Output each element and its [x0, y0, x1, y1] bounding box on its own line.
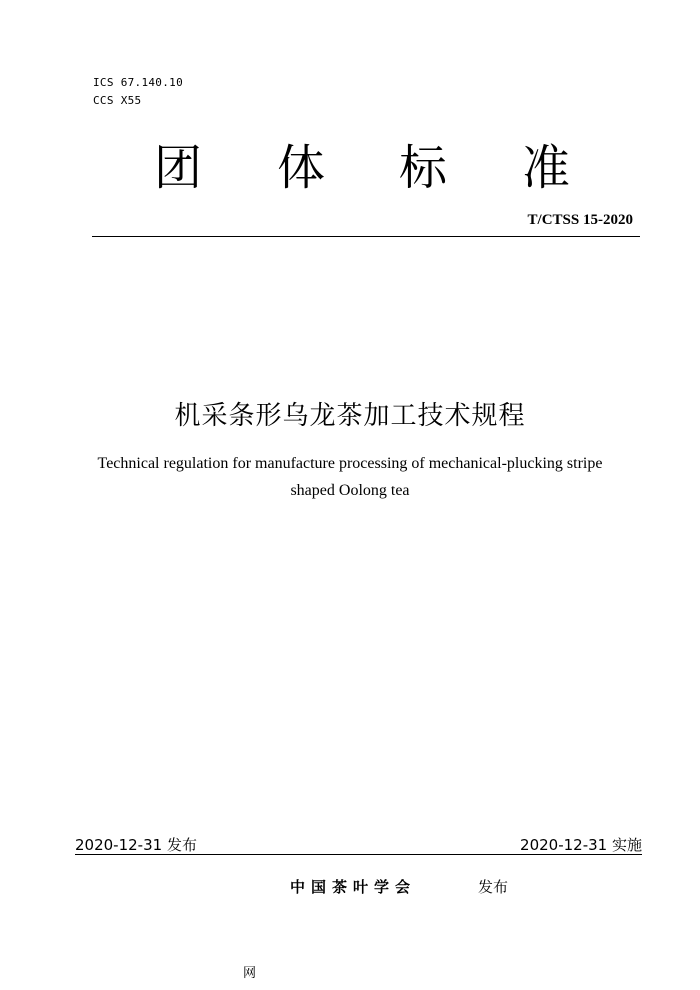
ccs-code: CCS X55: [93, 94, 142, 107]
document-title-zh: 机采条形乌龙茶加工技术规程: [174, 401, 526, 431]
standard-type-heading: [0, 138, 700, 198]
header-divider: [92, 236, 640, 237]
ics-code: ICS 67.140.10: [93, 76, 183, 89]
footer-divider: [75, 854, 642, 855]
standard-type-char-1: 团: [154, 140, 203, 196]
standard-type-char-3: 标: [399, 140, 448, 196]
document-title-en-line-2: shaped Oolong tea: [290, 482, 410, 499]
issuer-name: 中国茶叶学会: [290, 878, 417, 896]
standard-type-char-4: 准: [522, 140, 571, 196]
document-title-en: [80, 450, 620, 504]
implement-date: 2020-12-31 实施: [520, 836, 642, 854]
footer-mark: 网: [243, 965, 257, 980]
issuer-action: 发布: [478, 878, 509, 896]
publish-date: 2020-12-31 发布: [75, 836, 197, 854]
document-title-en-line-1: Technical regulation for manufacture processing of mechanical-plucking stripe: [97, 455, 603, 472]
standard-number: T/CTSS 15-2020: [527, 212, 633, 228]
standard-type-char-2: 体: [277, 140, 326, 196]
